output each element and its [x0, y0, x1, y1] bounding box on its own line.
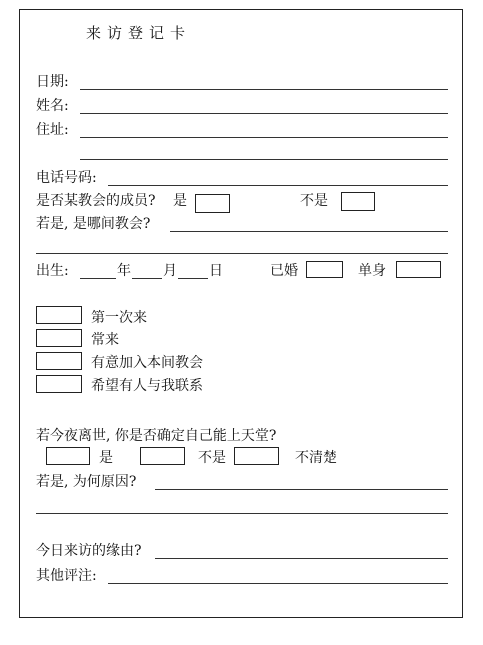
heaven-unsure-checkbox[interactable] — [234, 447, 279, 465]
first-visit-checkbox[interactable] — [36, 306, 82, 324]
heaven-yes-checkbox[interactable] — [46, 447, 90, 465]
single-checkbox[interactable] — [396, 261, 441, 278]
heaven-yes-label: 是 — [99, 450, 113, 466]
phone-line[interactable] — [108, 185, 448, 186]
heaven-unsure-label: 不清楚 — [295, 450, 337, 466]
single-label: 单身 — [358, 263, 386, 279]
which-church-line-2[interactable] — [36, 253, 448, 254]
comments-label: 其他评注: — [36, 568, 97, 584]
visitor-card — [19, 9, 463, 618]
address-line-2[interactable] — [80, 159, 448, 160]
day-label: 日 — [209, 263, 223, 279]
year-label: 年 — [117, 263, 131, 279]
join-church-label: 有意加入本间教会 — [91, 355, 203, 371]
heaven-question: 若今夜离世, 你是否确定自己能上天堂? — [36, 428, 277, 444]
married-checkbox[interactable] — [306, 261, 343, 278]
birth-month-line[interactable] — [132, 278, 162, 279]
regular-label: 常来 — [91, 332, 119, 348]
visit-reason-label: 今日来访的缘由? — [36, 543, 142, 559]
birth-day-line[interactable] — [178, 278, 208, 279]
member-yes-checkbox[interactable] — [195, 194, 230, 213]
form-title: 来访登记卡 — [86, 24, 192, 42]
member-no-checkbox[interactable] — [341, 192, 375, 211]
which-church-label: 若是, 是哪间教会? — [36, 216, 151, 232]
visit-reason-line[interactable] — [155, 558, 448, 559]
reason-label: 若是, 为何原因? — [36, 474, 137, 490]
reason-line[interactable] — [155, 489, 448, 490]
reason-line-2[interactable] — [36, 513, 448, 514]
comments-line[interactable] — [108, 583, 448, 584]
phone-label: 电话号码: — [36, 170, 97, 186]
heaven-no-checkbox[interactable] — [140, 447, 185, 465]
which-church-line[interactable] — [170, 231, 448, 232]
name-label: 姓名: — [36, 98, 69, 114]
birth-year-line[interactable] — [80, 278, 116, 279]
address-line-1[interactable] — [80, 137, 448, 138]
date-line[interactable] — [80, 89, 448, 90]
contact-me-checkbox[interactable] — [36, 375, 82, 393]
address-label: 住址: — [36, 122, 69, 138]
married-label: 已婚 — [270, 263, 298, 279]
join-church-checkbox[interactable] — [36, 352, 82, 370]
first-visit-label: 第一次来 — [91, 310, 147, 326]
member-no-label: 不是 — [300, 193, 328, 209]
regular-checkbox[interactable] — [36, 329, 82, 347]
birth-label: 出生: — [36, 263, 69, 279]
month-label: 月 — [163, 263, 177, 279]
member-yes-label: 是 — [173, 193, 187, 209]
name-line[interactable] — [80, 113, 448, 114]
member-question: 是否某教会的成员? — [36, 193, 156, 209]
contact-me-label: 希望有人与我联系 — [91, 378, 203, 394]
heaven-no-label: 不是 — [198, 450, 226, 466]
date-label: 日期: — [36, 74, 69, 90]
